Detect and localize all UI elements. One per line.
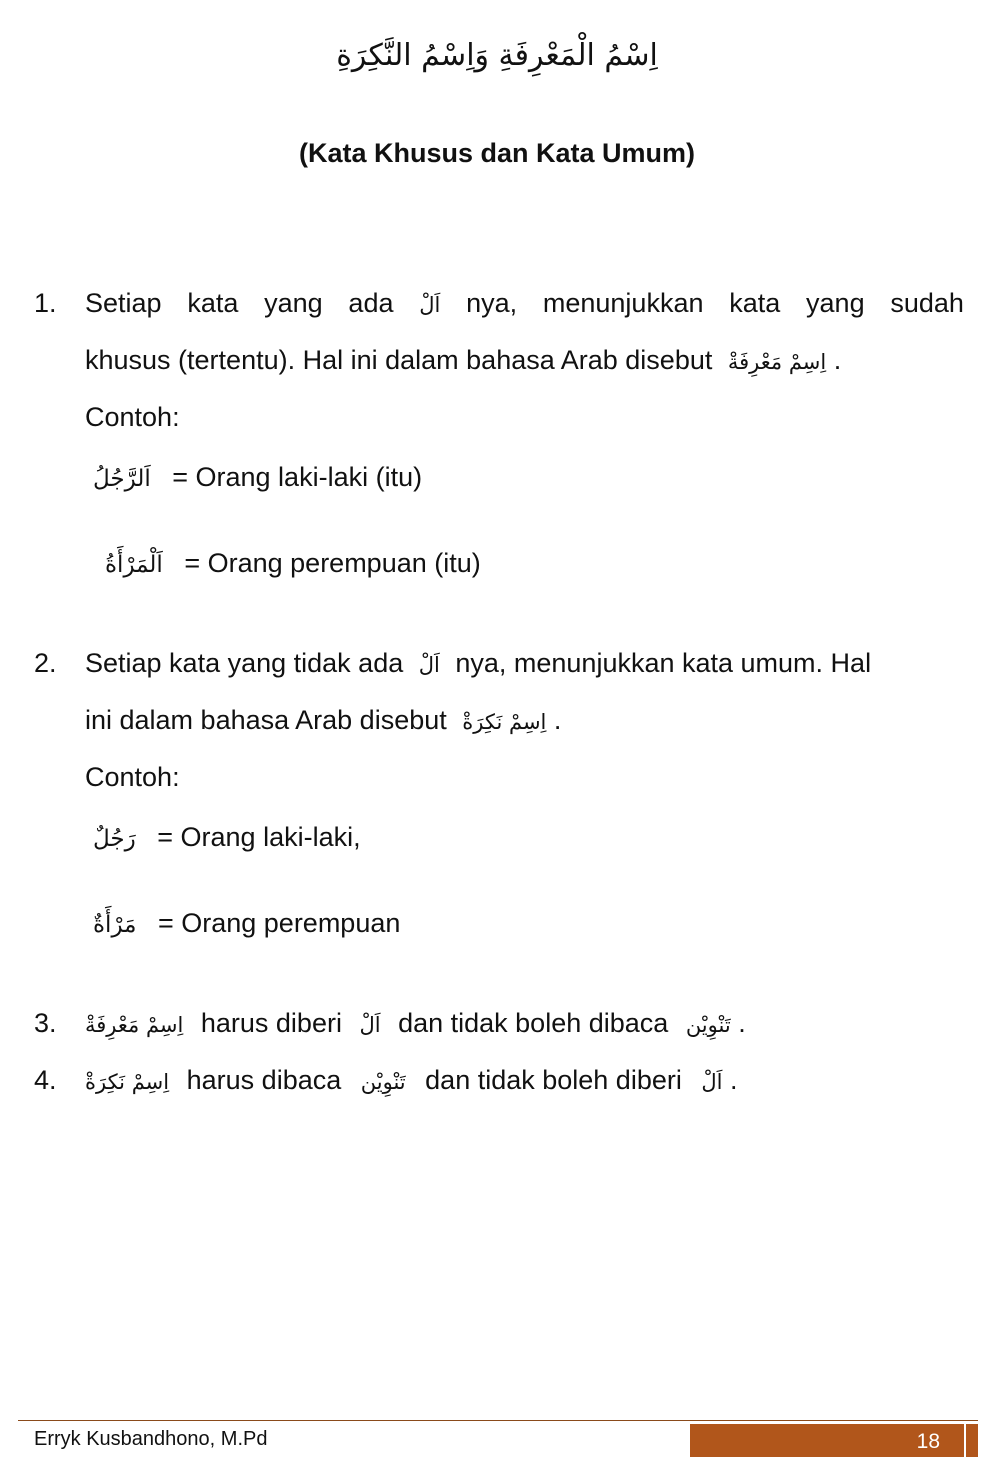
example-arabic: رَجُلٌ [93,826,136,852]
item-body [85,1005,964,1062]
example-meaning: = Orang laki-laki (itu) [172,462,423,492]
period: . [738,1008,746,1038]
item-1-line-1 [85,285,964,342]
period: . [553,705,562,735]
arabic-term-nakirah: اِسِمْ نَكِرَةْ [85,1070,170,1094]
word: menunjukkan [542,288,704,318]
page-number-box [690,1424,964,1457]
word: sudah [890,288,964,318]
item-text: ini dalam bahasa Arab disebut [85,705,447,735]
contoh-label: Contoh: [85,402,180,432]
arabic-tanwin: تَنْوِيْن [360,1070,406,1094]
item-number: 3. [34,1008,57,1038]
arabic-title [0,38,994,73]
item-body [85,1062,964,1119]
item-text: khusus (tertentu). Hal ini dalam bahasa Arab disebut [85,345,713,375]
arabic-al: اَلْ [419,293,441,317]
example-arabic: اَلرَّجُلُ [93,466,151,492]
footer-author: Erryk Kusbandhono, M.Pd [34,1428,268,1450]
example-row [85,545,964,631]
page-number: 18 [916,1430,940,1453]
item-number: 4. [34,1065,57,1095]
subtitle: (Kata Khusus dan Kata Umum) [298,138,696,168]
arabic-title-text: اِسْمُ الْمَعْرِفَةِ وَاِسْمُ النَّكِرَةِ [336,38,658,73]
arabic-tanwin: تَنْوِيْن [685,1013,731,1037]
example-arabic: مَرْأَةٌ [93,912,137,938]
word: kata [187,288,239,318]
word: nya, [466,288,518,318]
item-text: dan tidak boleh diberi [425,1065,682,1095]
arabic-term-marifah: اِسِمْ مَعْرِفَةْ [727,350,827,374]
word: kata [729,288,781,318]
arabic-term-nakirah: اِسِمْ نَكِرَةْ [462,710,547,734]
item-text: Setiap kata yang tidak ada [85,648,404,678]
example-row [85,459,964,545]
example-arabic: اَلْمَرْأَةُ [105,552,163,578]
item-4-line [85,1062,964,1119]
period: . [833,345,842,375]
example-row [85,819,964,905]
item-number: 2. [34,648,57,678]
word: yang [264,288,323,318]
footer-edge-block [966,1424,978,1457]
item-text: harus diberi [200,1008,342,1038]
item-text: nya, menunjukkan kata umum. Hal [455,648,872,678]
word: ada [348,288,394,318]
contoh-label: Contoh: [85,762,180,792]
item-1-line-2 [85,342,964,399]
example-meaning: = Orang perempuan [157,908,401,938]
example-meaning: = Orang laki-laki, [157,822,361,852]
item-body [85,645,964,991]
item-3-line [85,1005,964,1062]
item-2-line-2 [85,702,964,759]
item-body [85,285,964,631]
word: yang [806,288,865,318]
arabic-al: اَلْ [359,1013,381,1037]
period: . [729,1065,738,1095]
item-text: harus dibaca [186,1065,342,1095]
word: Setiap [85,288,162,318]
example-row [85,905,964,991]
arabic-al: اَلْ [418,653,440,677]
item-2-line-1 [85,645,964,702]
arabic-term-marifah: اِسِمْ مَعْرِفَةْ [85,1013,184,1037]
item-number: 1. [34,288,57,318]
item-text: dan tidak boleh dibaca [398,1008,669,1038]
example-meaning: = Orang perempuan (itu) [184,548,481,578]
footer-rule [18,1420,978,1421]
arabic-al: اَلْ [701,1070,723,1094]
